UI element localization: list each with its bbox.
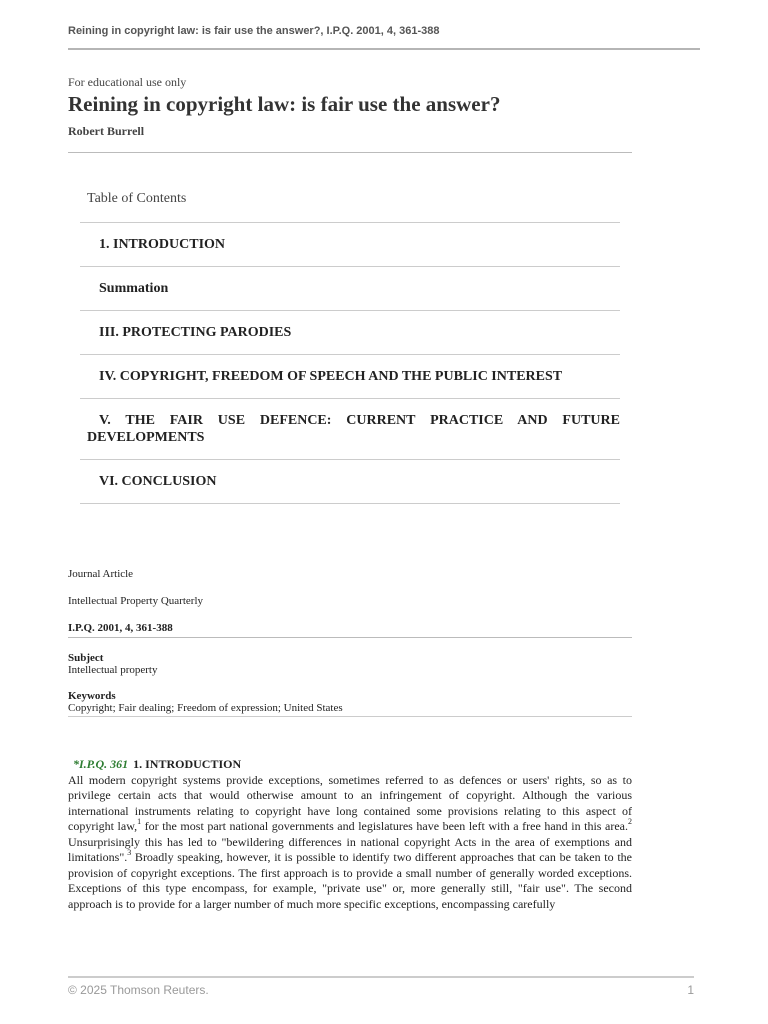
subject-block	[68, 652, 632, 676]
citation: I.P.Q. 2001, 4, 361-388	[68, 622, 632, 638]
keywords-value: Copyright; Fair dealing; Freedom of expression; United States	[68, 702, 343, 714]
page-footer	[68, 976, 694, 997]
section-heading-text: 1. INTRODUCTION	[133, 757, 242, 771]
page-number: 1	[687, 983, 694, 997]
footnote-ref-3[interactable]: 3	[127, 848, 132, 857]
toc-item-conclusion[interactable]: VI. CONCLUSION	[80, 460, 620, 504]
keywords-label: Keywords	[68, 690, 116, 702]
running-header: Reining in copyright law: is fair use the answer?, I.P.Q. 2001, 4, 361-388	[68, 25, 700, 50]
toc-item-copyright-freedom-of-speech[interactable]: IV. COPYRIGHT, FREEDOM OF SPEECH AND THE PUBLIC INTEREST	[80, 355, 620, 399]
paragraph-text-4: Broadly speaking, however, it is possible to identify two different approaches that can be taken to the provision of copyright exceptions. The first approach is to provide a small number of generally worded exceptions. Exceptions of this type encompass, for example, "private use" or, more generally still, "fair use". The second approach is to provide for a larger number of much more specific exceptions, encompassing carefully	[68, 850, 632, 911]
subject-value: Intellectual property	[68, 664, 158, 676]
keywords-block	[68, 690, 632, 717]
author: Robert Burrell	[68, 124, 632, 153]
footnote-ref-1[interactable]: 1	[137, 817, 142, 826]
paragraph-text-2: for the most part national governments and legislatures have been left with a free hand in this area.	[141, 819, 628, 833]
toc-item-fair-use-defence[interactable]: V. THE FAIR USE DEFENCE: CURRENT PRACTICE AND FUTURE DEVELOPMENTS	[80, 399, 620, 460]
document-title: Reining in copyright law: is fair use the answer?	[68, 92, 501, 116]
toc-item-summation[interactable]: Summation	[80, 267, 620, 311]
toc-item-introduction[interactable]: 1. INTRODUCTION	[80, 223, 620, 267]
toc-item-protecting-parodies[interactable]: III. PROTECTING PARODIES	[80, 311, 620, 355]
educational-use-notice: For educational use only	[68, 75, 187, 89]
paragraph-text-1: All modern copyright systems provide exceptions, sometimes referred to as defences or users' rights, so as to privilege certain acts that would otherwise amount to an infringement of copyright. Although the various international instruments relating to copyright have long contained some provisions relating to this aspect of copyright law,	[68, 772, 632, 833]
footnote-ref-2[interactable]: 2	[628, 817, 632, 826]
section-heading	[68, 757, 632, 773]
journal-name: Intellectual Property Quarterly	[68, 595, 204, 607]
document-content	[68, 75, 632, 912]
document-metadata	[68, 568, 632, 717]
paragraph-text-3: Unsurprisingly this has led to "bewildering differences in national copyright Acts in the area of exemptions and limitations".	[68, 834, 632, 864]
toc-title: Table of Contents	[80, 191, 620, 223]
subject-label: Subject	[68, 652, 104, 664]
table-of-contents	[80, 191, 620, 504]
document-type: Journal Article	[68, 568, 134, 580]
article-body	[68, 757, 632, 912]
body-paragraph	[68, 773, 632, 913]
star-page-marker: *I.P.Q. 361	[73, 757, 129, 771]
copyright-notice: © 2025 Thomson Reuters.	[68, 983, 209, 997]
